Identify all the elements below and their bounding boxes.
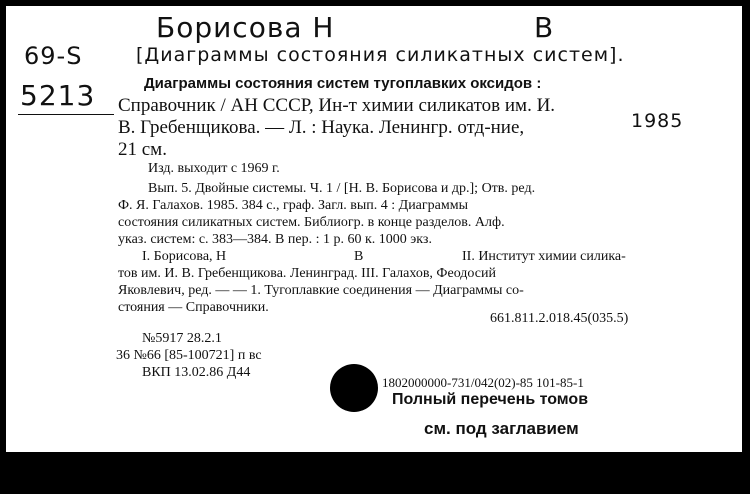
entry-line-3: В. Гребенщикова. — Л. : Наука. Ленингр. отд-ние, <box>118 117 525 138</box>
handwritten-accession: 5213 <box>20 79 96 112</box>
entry-line-4: 21 см. <box>118 139 167 160</box>
entry-line-2: Справочник / АН СССР, Ин-т химии силикатов им. И. <box>118 95 556 116</box>
stamp-line-1: Полный перечень томов <box>392 391 589 408</box>
code-number: 1802000000-731/042(02)-85 101-85-1 <box>382 375 584 390</box>
entry-title: Диаграммы состояния систем тугоплавких оксидов : <box>144 75 542 92</box>
handwritten-title-note: [Диаграммы состояния силикатных систем]. <box>136 44 625 66</box>
details-line-5: указ. систем: с. 383—384. В пер. : 1 р. 60 к. 1000 экз. <box>118 232 432 247</box>
details-line-7: тов им. И. В. Гребенщикова. Ленинград. III. Галахов, Феодосий <box>118 266 496 281</box>
handwritten-shelfmark: 69-S <box>24 42 83 70</box>
details-line-1: Изд. выходит с 1969 г. <box>148 161 280 176</box>
handwritten-initial: В <box>534 11 555 44</box>
accession-underline <box>18 114 114 115</box>
details-line-3: Ф. Я. Галахов. 1985. 384 с., граф. Загл. вып. 4 : Диаграммы <box>118 198 468 213</box>
details-line-6b: В <box>354 249 364 264</box>
order-line-2: 36 №66 [85-100721] п вс <box>116 348 262 363</box>
stamp-line-2: см. под заглавием <box>424 419 579 438</box>
details-line-6a: I. Борисова, Н <box>142 249 227 264</box>
catalog-card <box>6 6 742 452</box>
order-line-1: №5917 28.2.1 <box>142 331 222 346</box>
details-line-2: Вып. 5. Двойные системы. Ч. 1 / [Н. В. Борисова и др.]; Отв. ред. <box>148 181 536 196</box>
order-line-3: ВКП 13.02.86 Д44 <box>142 365 251 380</box>
details-line-8: Яковлевич, ред. — — 1. Тугоплавкие соединения — Диаграммы со- <box>118 283 524 298</box>
punch-hole <box>330 364 378 412</box>
details-line-6c: II. Институт химии силика- <box>462 249 626 264</box>
handwritten-author: Борисова Н <box>156 11 335 44</box>
entry-year-handwritten: 1985 <box>631 110 684 132</box>
details-line-4: состояния силикатных систем. Библиогр. в конце разделов. Алф. <box>118 215 505 230</box>
details-line-9: стояния — Справочники. <box>118 300 269 315</box>
classification-code: 661.811.2.018.45(035.5) <box>490 311 629 326</box>
